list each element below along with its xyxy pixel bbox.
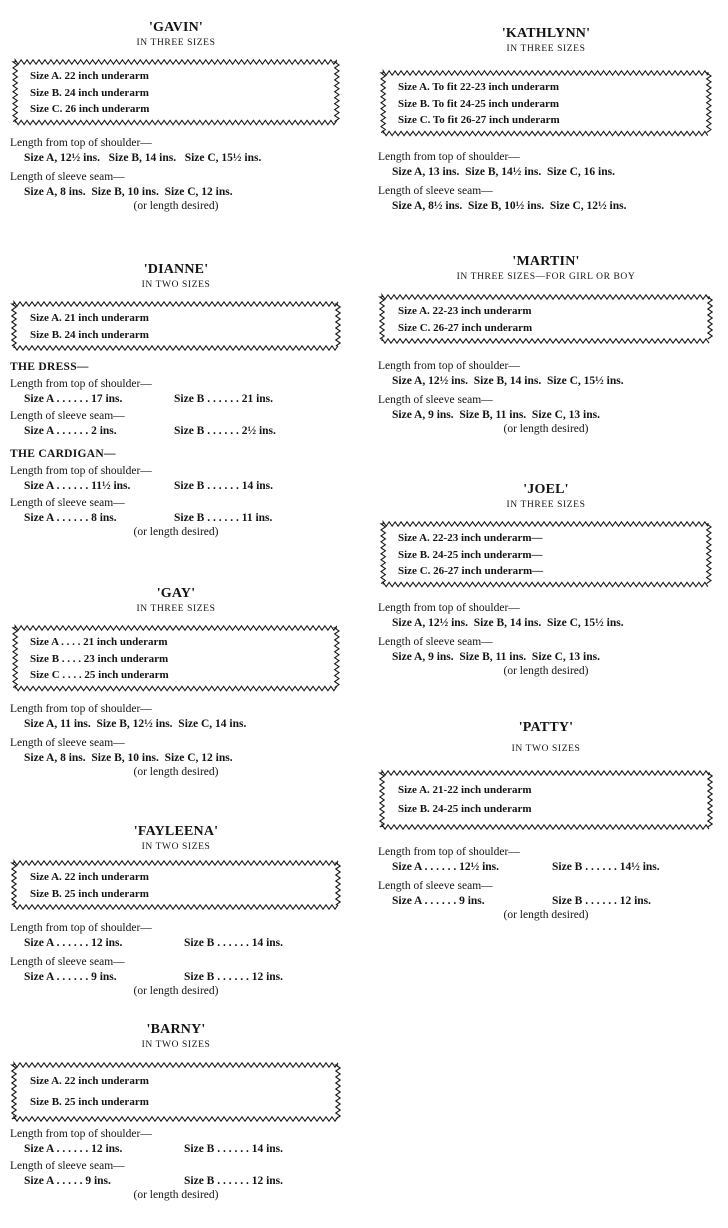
wavy-edge — [12, 863, 16, 905]
size-line: Size C. 26 inch underarm — [30, 103, 150, 115]
shoulder-label: Length from top of shoulder— — [10, 1128, 152, 1140]
size-a-value: Size A . . . . . . 17 ins. — [24, 393, 123, 405]
sleeve-values — [10, 751, 342, 766]
wavy-edge — [335, 62, 339, 122]
sleeve-label: Length of sleeve seam— — [378, 184, 493, 197]
wavy-edge — [708, 773, 712, 827]
shoulder-values — [10, 479, 342, 494]
wavy-edge — [336, 863, 340, 905]
wavy-edge — [15, 60, 337, 64]
size-box — [378, 520, 714, 589]
length-note: (or length desired) — [503, 909, 589, 921]
shoulder-values — [10, 392, 342, 407]
size-b-value: Size B . . . . . . 21 ins. — [174, 393, 274, 405]
size-b-value: Size B . . . . . . 14 ins. — [184, 937, 284, 949]
size-b-value: Size B . . . . . . 12 ins. — [552, 895, 652, 907]
size-line: Size B . . . . 23 inch underarm — [30, 652, 169, 665]
size-a-value: Size A . . . . . . 8 ins. — [24, 512, 117, 524]
wavy-edge — [336, 304, 340, 346]
shoulder-label: Length from top of shoulder— — [378, 846, 520, 858]
values-text: Size A, 8½ ins. Size B, 10½ ins. Size C, 12½ ins. — [392, 199, 627, 212]
length-note: (or length desired) — [133, 985, 219, 997]
wavy-edge — [380, 297, 384, 339]
section-title: 'GAY' — [156, 586, 196, 601]
size-b-value: Size B . . . . . . 2½ ins. — [174, 425, 276, 437]
size-box — [10, 58, 342, 127]
size-line: Size A. 22-23 inch underarm — [398, 305, 532, 317]
wavy-edge — [335, 628, 339, 688]
values-text: Size A, 9 ins. Size B, 11 ins. Size C, 13 ins. — [392, 650, 600, 663]
size-line: Size B. 25 inch underarm — [30, 1096, 149, 1108]
section-title: 'FAYLEENA' — [133, 824, 219, 839]
wavy-edge — [381, 73, 385, 133]
size-b-value: Size B . . . . . . 14½ ins. — [552, 861, 660, 873]
length-note: (or length desired) — [133, 1189, 219, 1201]
size-box — [10, 624, 342, 693]
size-box — [378, 769, 714, 831]
section-dianne — [10, 262, 342, 538]
values-text: Size A, 12½ ins. Size B, 14 ins. Size C, 15½ ins. — [392, 616, 624, 629]
shoulder-values — [10, 717, 342, 732]
section-title: 'GAVIN' — [148, 20, 204, 35]
size-b-value: Size B . . . . . . 12 ins. — [184, 1175, 284, 1187]
section-fayleena — [10, 824, 342, 997]
shoulder-label: Length from top of shoulder— — [378, 150, 520, 163]
values-text: Size A, 9 ins. Size B, 11 ins. Size C, 13 ins. — [392, 409, 600, 421]
size-line: Size B. 24-25 inch underarm— — [398, 548, 543, 561]
section-title: 'BARNY' — [146, 1022, 206, 1037]
shoulder-label: Length from top of shoulder— — [10, 465, 152, 477]
size-line: Size A. 21-22 inch underarm — [398, 784, 532, 796]
section-title: 'PATTY' — [518, 720, 574, 735]
section-subtitle: IN THREE SIZES—FOR GIRL OR BOY — [456, 272, 636, 282]
size-line: Size C. 26-27 inch underarm — [398, 321, 533, 334]
wavy-edge — [382, 295, 709, 299]
shoulder-label: Length from top of shoulder— — [378, 601, 520, 614]
section-title: 'DIANNE' — [143, 262, 209, 277]
section-subtitle: IN TWO SIZES — [141, 1040, 211, 1050]
shoulder-values — [10, 1142, 342, 1157]
size-box — [10, 859, 342, 911]
wavy-edge — [382, 825, 709, 829]
section-barny — [10, 1022, 342, 1201]
size-line: Size B. 24-25 inch underarm — [398, 803, 532, 815]
values-text: Size A, 12½ ins. Size B, 14 ins. Size C, 15½ ins. — [24, 151, 262, 164]
sleeve-label: Length of sleeve seam— — [10, 1160, 125, 1172]
wavy-edge — [13, 628, 17, 688]
size-line: Size A. To fit 22-23 inch underarm — [398, 81, 560, 93]
section-subtitle: IN THREE SIZES — [136, 604, 216, 614]
wavy-edge — [15, 626, 337, 630]
shoulder-values — [378, 616, 714, 631]
dress-heading: THE DRESS— — [10, 361, 89, 373]
sleeve-values — [10, 511, 342, 526]
wavy-edge — [14, 302, 338, 306]
size-line: Size A. 22 inch underarm — [30, 70, 149, 82]
shoulder-values — [378, 374, 714, 389]
size-line: Size C. To fit 26-27 inch underarm — [398, 114, 560, 126]
section-subtitle: IN THREE SIZES — [506, 44, 586, 54]
size-a-value: Size A . . . . . . 12 ins. — [24, 1143, 123, 1155]
section-joel — [378, 482, 714, 677]
section-martin — [378, 254, 714, 435]
shoulder-values — [378, 165, 714, 180]
size-line: Size B. To fit 24-25 inch underarm — [398, 97, 560, 110]
size-line: Size B. 24 inch underarm — [30, 86, 149, 99]
wavy-edge — [707, 73, 711, 133]
wavy-edge — [336, 1065, 340, 1119]
size-a-value: Size A . . . . . . 12½ ins. — [392, 861, 500, 873]
wavy-edge — [14, 1117, 338, 1121]
wavy-edge — [15, 686, 337, 690]
section-title: 'MARTIN' — [512, 254, 580, 269]
sleeve-label: Length of sleeve seam— — [10, 736, 125, 749]
values-text: Size A, 12½ ins. Size B, 14 ins. Size C, 15½ ins. — [392, 375, 624, 387]
wavy-edge — [708, 297, 712, 339]
section-gay — [10, 586, 342, 778]
size-box — [10, 1061, 342, 1123]
size-a-value: Size A . . . . . . 11½ ins. — [24, 480, 131, 492]
size-b-value: Size B . . . . . . 14 ins. — [174, 480, 274, 492]
shoulder-label: Length from top of shoulder— — [10, 922, 152, 934]
section-subtitle: IN TWO SIZES — [141, 280, 211, 290]
sleeve-values — [378, 199, 714, 214]
section-gavin — [10, 20, 342, 212]
sleeve-label: Length of sleeve seam— — [10, 410, 125, 422]
shoulder-values — [10, 151, 342, 166]
wavy-edge — [382, 771, 709, 775]
size-line: Size B. 25 inch underarm — [30, 887, 149, 900]
section-title: 'JOEL' — [523, 482, 569, 497]
size-line: Size C. 26-27 inch underarm— — [398, 565, 544, 577]
size-a-value: Size A . . . . . 9 ins. — [24, 1175, 111, 1187]
wavy-edge — [14, 346, 338, 350]
section-title: 'KATHLYNN' — [501, 26, 591, 41]
sleeve-label: Length of sleeve seam— — [10, 170, 125, 183]
sleeve-values — [378, 650, 714, 665]
sleeve-values — [10, 185, 342, 200]
size-b-value: Size B . . . . . . 11 ins. — [174, 512, 273, 524]
wavy-edge — [14, 905, 338, 909]
values-text: Size A, 8 ins. Size B, 10 ins. Size C, 12 ins. — [24, 751, 233, 764]
wavy-edge — [383, 71, 708, 75]
wavy-edge — [380, 773, 384, 827]
shoulder-label: Length from top of shoulder— — [378, 360, 520, 372]
size-line: Size B. 24 inch underarm — [30, 328, 149, 341]
section-kathlynn — [378, 26, 714, 214]
size-box — [10, 300, 342, 352]
length-note: (or length desired) — [503, 423, 589, 435]
wavy-edge — [383, 522, 708, 526]
wavy-edge — [383, 131, 708, 135]
section-subtitle: IN THREE SIZES — [506, 500, 586, 510]
wavy-edge — [15, 120, 337, 124]
sleeve-values — [10, 424, 342, 439]
sleeve-values — [10, 1174, 342, 1189]
size-a-value: Size A . . . . . . 12 ins. — [24, 937, 123, 949]
sleeve-label: Length of sleeve seam— — [378, 394, 493, 406]
size-b-value: Size B . . . . . . 12 ins. — [184, 971, 284, 983]
sleeve-label: Length of sleeve seam— — [378, 635, 493, 648]
size-a-value: Size A . . . . . . 9 ins. — [392, 895, 485, 907]
wavy-edge — [14, 1063, 338, 1067]
size-line: Size A. 21 inch underarm — [30, 312, 149, 324]
section-subtitle: IN TWO SIZES — [141, 842, 211, 852]
sleeve-label: Length of sleeve seam— — [10, 956, 125, 968]
section-subtitle: IN TWO SIZES — [511, 744, 581, 754]
shoulder-values — [10, 936, 342, 951]
size-a-value: Size A . . . . . . 9 ins. — [24, 971, 117, 983]
sleeve-label: Length of sleeve seam— — [10, 497, 125, 509]
shoulder-values — [378, 860, 714, 875]
wavy-edge — [12, 304, 16, 346]
size-box — [378, 69, 714, 138]
values-text: Size A, 11 ins. Size B, 12½ ins. Size C, 14 ins. — [24, 717, 247, 730]
wavy-edge — [13, 62, 17, 122]
wavy-edge — [383, 582, 708, 586]
shoulder-label: Length from top of shoulder— — [10, 702, 152, 715]
size-line: Size A . . . . 21 inch underarm — [30, 636, 168, 648]
shoulder-label: Length from top of shoulder— — [10, 378, 152, 390]
size-line: Size A. 22 inch underarm — [30, 871, 149, 883]
wavy-edge — [707, 524, 711, 584]
section-subtitle: IN THREE SIZES — [136, 38, 216, 48]
size-a-value: Size A . . . . . . 2 ins. — [24, 425, 117, 437]
length-note: (or length desired) — [503, 664, 589, 677]
shoulder-label: Length from top of shoulder— — [10, 136, 152, 149]
wavy-edge — [382, 339, 709, 343]
sleeve-label: Length of sleeve seam— — [378, 880, 493, 892]
size-b-value: Size B . . . . . . 14 ins. — [184, 1143, 284, 1155]
length-note: (or length desired) — [133, 765, 219, 778]
values-text: Size A, 13 ins. Size B, 14½ ins. Size C, 16 ins. — [392, 165, 615, 178]
length-note: (or length desired) — [133, 526, 219, 538]
cardigan-heading: THE CARDIGAN— — [10, 448, 116, 460]
size-line: Size C . . . . 25 inch underarm — [30, 669, 169, 681]
sleeve-values — [10, 970, 342, 985]
sleeve-values — [378, 408, 714, 423]
wavy-edge — [381, 524, 385, 584]
length-note: (or length desired) — [133, 199, 219, 212]
size-line: Size A. 22 inch underarm — [30, 1075, 149, 1087]
sleeve-values — [378, 894, 714, 909]
wavy-edge — [12, 1065, 16, 1119]
section-patty — [378, 720, 714, 921]
wavy-edge — [14, 861, 338, 865]
size-line: Size A. 22-23 inch underarm— — [398, 532, 543, 544]
values-text: Size A, 8 ins. Size B, 10 ins. Size C, 12 ins. — [24, 185, 233, 198]
size-box — [378, 293, 714, 345]
